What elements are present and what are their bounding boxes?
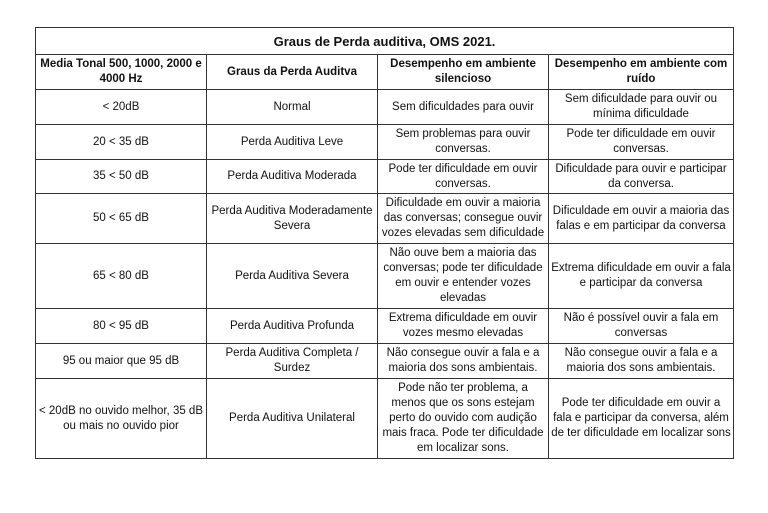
cell-quiet-performance: Extrema dificuldade em ouvir vozes mesmo elevadas [378,309,549,344]
cell-noise-performance: Sem dificuldade para ouvir ou mínima dificuldade [549,90,734,125]
cell-quiet-performance: Sem problemas para ouvir conversas. [378,125,549,160]
cell-loss-degree: Perda Auditiva Moderadamente Severa [207,194,378,244]
cell-noise-performance: Dificuldade para ouvir e participar da conversa. [549,160,734,194]
cell-noise-performance: Pode ter dificuldade em ouvir conversas. [549,125,734,160]
header-row [36,55,734,90]
cell-quiet-performance: Sem dificuldades para ouvir [378,90,549,125]
table-title: Graus de Perda auditiva, OMS 2021. [36,28,734,55]
cell-noise-performance: Não é possível ouvir a fala em conversas [549,309,734,344]
header-quiet-performance: Desempenho em ambiente silencioso [378,55,549,90]
cell-tonal-average: 20 < 35 dB [36,125,207,160]
cell-loss-degree: Perda Auditiva Leve [207,125,378,160]
cell-quiet-performance: Pode não ter problema, a menos que os sons estejam perto do ouvido com audição mais fraca. Pode ter dificuldade em localizar sons. [378,379,549,459]
cell-tonal-average: 35 < 50 dB [36,160,207,194]
cell-quiet-performance: Não consegue ouvir a fala e a maioria dos sons ambientais. [378,344,549,379]
cell-loss-degree: Perda Auditiva Completa / Surdez [207,344,378,379]
header-loss-degree: Graus da Perda Auditva [207,55,378,90]
cell-tonal-average: 50 < 65 dB [36,194,207,244]
cell-loss-degree: Perda Auditiva Unilateral [207,379,378,459]
cell-noise-performance: Pode ter dificuldade em ouvir a fala e participar da conversa, além de ter dificuldade em localizar sons [549,379,734,459]
cell-loss-degree: Perda Auditiva Profunda [207,309,378,344]
table-row [36,344,734,379]
cell-noise-performance: Extrema dificuldade em ouvir a fala e participar da conversa [549,244,734,309]
cell-tonal-average: < 20dB [36,90,207,125]
cell-loss-degree: Normal [207,90,378,125]
cell-tonal-average: < 20dB no ouvido melhor, 35 dB ou mais no ouvido pior [36,379,207,459]
cell-loss-degree: Perda Auditiva Moderada [207,160,378,194]
table-row [36,244,734,309]
header-noise-performance: Desempenho em ambiente com ruído [549,55,734,90]
cell-quiet-performance: Não ouve bem a maioria das conversas; pode ter dificuldade em ouvir e entender vozes elevadas [378,244,549,309]
cell-tonal-average: 95 ou maior que 95 dB [36,344,207,379]
table-row [36,194,734,244]
title-row [36,28,734,55]
cell-noise-performance: Dificuldade em ouvir a maioria das falas e em participar da conversa [549,194,734,244]
cell-noise-performance: Não consegue ouvir a fala e a maioria dos sons ambientais. [549,344,734,379]
cell-quiet-performance: Dificuldade em ouvir a maioria das conversas; consegue ouvir vozes elevadas sem dificuldade [378,194,549,244]
cell-quiet-performance: Pode ter dificuldade em ouvir conversas. [378,160,549,194]
table-row [36,309,734,344]
table-row [36,160,734,194]
table-row [36,90,734,125]
cell-tonal-average: 65 < 80 dB [36,244,207,309]
header-tonal-average: Media Tonal 500, 1000, 2000 e 4000 Hz [36,55,207,90]
cell-tonal-average: 80 < 95 dB [36,309,207,344]
hearing-loss-table [35,27,734,459]
cell-loss-degree: Perda Auditiva Severa [207,244,378,309]
table-row [36,125,734,160]
table-row [36,379,734,459]
